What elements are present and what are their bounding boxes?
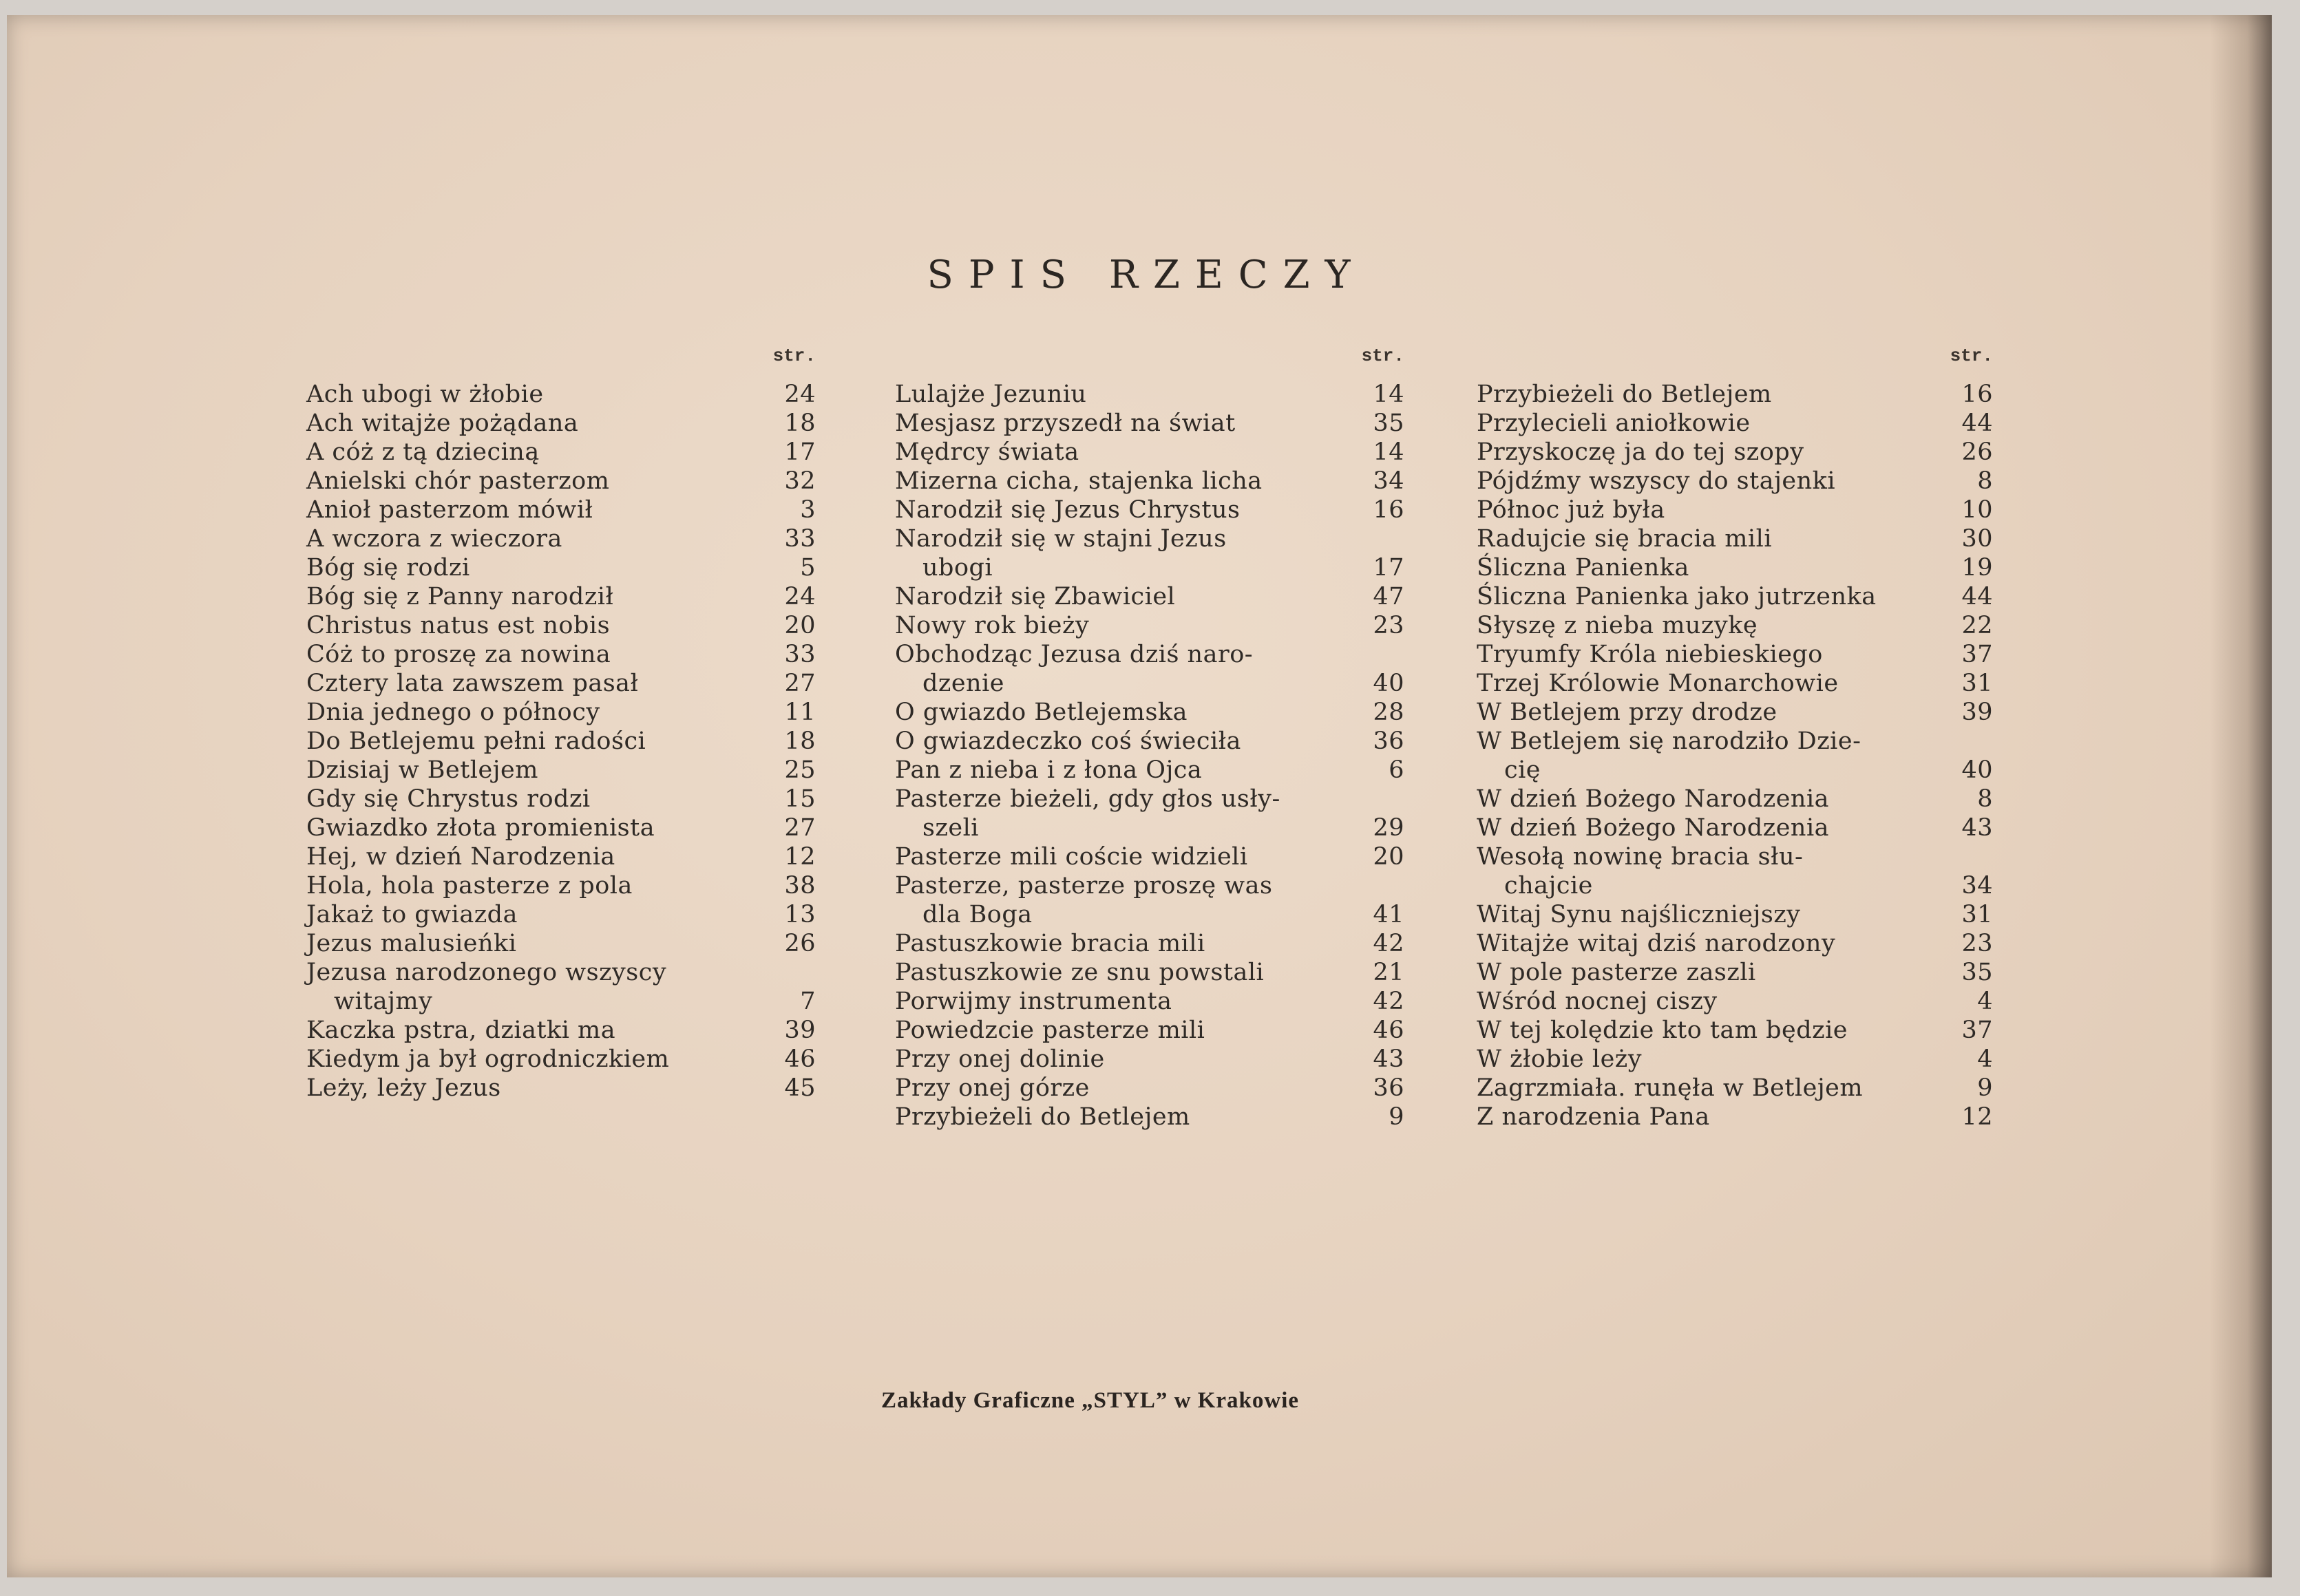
toc-entry [306,1016,816,1045]
entry-page-number: 44 [1961,583,1993,610]
entry-title-line: Przybieżeli do Betlejem [895,1103,1190,1131]
toc-entry [1477,524,1993,553]
entry-title-line: Narodził się Jezus Chrystus [895,496,1241,524]
book-spine [2210,15,2272,1577]
toc-entry [306,813,816,842]
entry-title-line: Anioł pasterzom mówił [306,496,593,524]
entry-title-line: Przylecieli aniołkowie [1477,409,1751,437]
entry-page-number: 31 [1961,670,1993,697]
entry-title [895,467,1342,496]
entry-page-number: 35 [1961,959,1993,986]
entry-page-number: 33 [784,525,816,553]
entry-page-number: 46 [784,1045,816,1073]
entry-title-line: Pasterze bieżeli, gdy głos usły- [895,785,1280,813]
entry-title [306,611,754,640]
entry-page-number: 26 [1961,438,1993,466]
entry-title-line: Ach witajże pożądana [306,409,579,437]
entry-page-number: 28 [1373,699,1404,726]
toc-entry [306,727,816,756]
entry-title [1477,727,1931,785]
toc-entry [306,380,816,409]
entry-title-line: Przybieżeli do Betlejem [1477,381,1772,408]
entry-title-line: Pasterze mili coście widzieli [895,843,1248,871]
entry-title-line: Cóż to proszę za nowina [306,641,611,668]
entry-page-number: 20 [1373,843,1404,871]
entry-title [306,900,754,929]
toc-entry [895,582,1404,611]
toc-entry [306,582,816,611]
entry-title [1477,785,1931,813]
entry-title [1477,409,1931,438]
entry-page-number: 27 [784,814,816,842]
toc-entry [895,1103,1404,1131]
entry-page-number: 12 [1961,1103,1993,1131]
entry-title-line: W pole pasterze zaszli [1477,959,1756,986]
entry-title [895,987,1342,1016]
entry-title-line: Przy onej górze [895,1074,1090,1102]
toc-entry [895,1074,1404,1103]
entry-title [895,524,1342,582]
toc-entry [1477,727,1993,785]
entry-page-number: 7 [800,988,816,1015]
entry-title [895,698,1342,727]
entry-title-line: Wśród nocnej ciszy [1477,988,1718,1015]
entry-title-line: Śliczna Panienka jako jutrzenka [1477,583,1877,610]
entry-title-line: W dzień Bożego Narodzenia [1477,785,1830,813]
entry-page-number: 37 [1961,1017,1993,1044]
entry-title-line: W Betlejem się narodziło Dzie- [1477,727,1861,755]
entry-title-line: A cóż z tą dzieciną [306,438,540,466]
entry-title-line: Mizerna cicha, stajenka licha [895,467,1263,495]
entry-page-number: 8 [1977,467,1993,495]
entry-title-line: Mesjasz przyszedł na świat [895,409,1236,437]
entry-page-number: 17 [784,438,816,466]
entry-title [895,611,1342,640]
entry-page-number: 24 [784,583,816,610]
toc-entry [1477,900,1993,929]
entry-page-number: 18 [784,727,816,755]
entry-title [895,842,1342,871]
toc-entry [1477,553,1993,582]
entry-title-line: Christus natus est nobis [306,612,611,639]
toc-entry [306,842,816,871]
entry-page-number: 23 [1961,930,1993,957]
entry-title [895,582,1342,611]
toc-entry [1477,813,1993,842]
entry-title [895,640,1342,698]
entry-title-line: Bóg się rodzi [306,554,470,582]
entry-title [895,756,1342,785]
entry-title [1477,842,1931,900]
entry-title-line: Słyszę z nieba muzykę [1477,612,1758,639]
entry-page-number: 9 [1389,1103,1404,1131]
entry-title-line: Powiedzcie pasterze mili [895,1017,1205,1044]
entry-title-line: Porwijmy instrumenta [895,988,1172,1015]
entry-title-line: Ach ubogi w żłobie [306,381,544,408]
toc-entry [895,958,1404,987]
entry-title-line: Tryumfy Króla niebieskiego [1477,641,1823,668]
toc-entries [1477,380,1993,1131]
entry-title-line: W tej kolędzie kto tam będzie [1477,1017,1848,1044]
toc-entry [1477,929,1993,958]
toc-entry [1477,380,1993,409]
toc-entry [895,524,1404,582]
entry-title [1477,553,1931,582]
entry-page-number: 36 [1373,1074,1404,1102]
toc-entry [306,640,816,669]
entry-title [895,409,1342,438]
toc-entry [306,871,816,900]
entry-title-continuation: ubogi [922,554,993,582]
toc-entry [1477,640,1993,669]
entry-title-line: W Betlejem przy drodze [1477,699,1777,726]
entry-title [306,727,754,756]
toc-entry [306,929,816,958]
entry-page-number: 5 [800,554,816,582]
entry-title [1477,438,1931,467]
toc-entry [895,785,1404,842]
entry-title [306,380,754,409]
entry-title-line: Nowy rok bieży [895,612,1090,639]
toc-entry [1477,785,1993,813]
printer-imprint: Zakłady Graficzne „STYL” w Krakowie [881,1388,1300,1413]
entry-title [306,496,754,524]
toc-entry [895,380,1404,409]
entry-title-line: Trzej Królowie Monarchowie [1477,670,1839,697]
entry-page-number: 15 [784,785,816,813]
entry-page-number: 43 [1373,1045,1404,1073]
toc-entry [306,756,816,785]
entry-title [895,1045,1342,1074]
entry-page-number: 17 [1373,554,1404,582]
entry-title-line: Przy onej dolinie [895,1045,1105,1073]
entry-title-line: Anielski chór pasterzom [306,467,610,495]
toc-entry [306,698,816,727]
toc-entry [1477,669,1993,698]
toc-entry [306,438,816,467]
entry-title [1477,929,1931,958]
entry-title-continuation: cię [1504,756,1541,784]
entry-title-line: Wesołą nowinę bracia słu- [1477,843,1804,871]
toc-entry [895,698,1404,727]
entry-page-number: 19 [1961,554,1993,582]
entry-title-continuation: szeli [922,814,980,842]
toc-entry [1477,467,1993,496]
entry-title-line: Witajże witaj dziś narodzony [1477,930,1836,957]
toc-entry [895,871,1404,929]
toc-entry [895,611,1404,640]
entry-title [306,756,754,785]
entry-title [895,785,1342,842]
entry-title [895,438,1342,467]
entry-title-line: Leży, leży Jezus [306,1074,501,1102]
entry-title-line: Gdy się Chrystus rodzi [306,785,591,813]
toc-entry [895,727,1404,756]
page-number-header: str. [1361,345,1404,366]
entry-title [1477,900,1931,929]
entry-title-continuation: chajcie [1504,872,1593,900]
entry-page-number: 41 [1373,901,1404,928]
entry-title-line: Dzisiaj w Betlejem [306,756,538,784]
entry-page-number: 16 [1961,381,1993,408]
entry-page-number: 10 [1961,496,1993,524]
page-title: SPIS RZECZY [927,253,1366,297]
entry-title [306,582,754,611]
toc-entry [1477,958,1993,987]
entry-title [1477,524,1931,553]
toc-entry [895,987,1404,1016]
page-number-header: str. [1950,345,1993,366]
entry-title [306,409,754,438]
entry-title [1477,1074,1931,1103]
toc-entry [306,467,816,496]
entry-title-line: O gwiazdeczko coś świeciła [895,727,1241,755]
entry-page-number: 36 [1373,727,1404,755]
entry-title-line: Zagrzmiała. runęła w Betlejem [1477,1074,1864,1102]
entry-page-number: 9 [1977,1074,1993,1102]
entry-title-line: Mędrcy świata [895,438,1079,466]
toc-entry [1477,1103,1993,1131]
entry-title-line: Kiedym ja był ogrodniczkiem [306,1045,670,1073]
entry-title [1477,380,1931,409]
entry-title [1477,611,1931,640]
entry-title [1477,813,1931,842]
toc-entry [895,842,1404,871]
entry-page-number: 31 [1961,901,1993,928]
entry-page-number: 13 [784,901,816,928]
entry-title [306,958,754,1016]
entry-title [306,1016,754,1045]
toc-entry [895,756,1404,785]
entry-title-line: Jezus malusieńki [306,930,517,957]
entry-title [306,929,754,958]
toc-entry [895,467,1404,496]
toc-entry [895,640,1404,698]
entry-title-line: Jakaż to gwiazda [306,901,518,928]
entry-page-number: 46 [1373,1017,1404,1044]
entry-title [1477,1045,1931,1074]
entry-title [306,640,754,669]
entry-page-number: 32 [784,467,816,495]
entry-title [306,467,754,496]
entry-page-number: 34 [1961,872,1993,900]
entry-title-continuation: dzenie [922,670,1005,697]
entry-title [1477,669,1931,698]
toc-entry [1477,1016,1993,1045]
entry-title-line: Kaczka pstra, dziatki ma [306,1017,616,1044]
entry-page-number: 35 [1373,409,1404,437]
entry-page-number: 12 [784,843,816,871]
entry-page-number: 26 [784,930,816,957]
toc-entry [1477,438,1993,467]
entry-page-number: 29 [1373,814,1404,842]
entry-title [895,496,1342,524]
entry-page-number: 14 [1373,438,1404,466]
entry-title [1477,958,1931,987]
entry-title-line: Obchodząc Jezusa dziś naro- [895,641,1254,668]
toc-entry [895,409,1404,438]
entry-page-number: 8 [1977,785,1993,813]
entry-page-number: 42 [1373,988,1404,1015]
entry-page-number: 23 [1373,612,1404,639]
entry-title-line: Narodził się w stajni Jezus [895,525,1227,553]
entry-title [306,669,754,698]
entry-page-number: 18 [784,409,816,437]
entry-title-line: Północ już była [1477,496,1665,524]
entry-title-line: Dnia jednego o północy [306,699,600,726]
entry-title [1477,698,1931,727]
entry-page-number: 16 [1373,496,1404,524]
toc-entry [306,958,816,1016]
toc-entry [895,1045,1404,1074]
entry-page-number: 47 [1373,583,1404,610]
toc-entry [1477,611,1993,640]
toc-entry [895,438,1404,467]
entry-title [895,958,1342,987]
toc-entry [306,409,816,438]
entry-title-line: Gwiazdko złota promienista [306,814,655,842]
entry-title [306,813,754,842]
entry-title-line: Przyskoczę ja do tej szopy [1477,438,1804,466]
entry-title-line: Witaj Synu najśliczniejszy [1477,901,1801,928]
entry-title [306,1045,754,1074]
entry-title [895,1103,1342,1131]
entry-page-number: 45 [784,1074,816,1102]
toc-entry [895,1016,1404,1045]
entry-title [306,698,754,727]
entry-title [1477,582,1931,611]
entry-title-line: W dzień Bożego Narodzenia [1477,814,1830,842]
toc-entries [306,380,816,1103]
entry-title-line: A wczora z wieczora [306,525,562,553]
entry-page-number: 37 [1961,641,1993,668]
entry-page-number: 22 [1961,612,1993,639]
toc-entry [1477,409,1993,438]
toc-entry [306,496,816,524]
entry-title-line: Radujcie się bracia mili [1477,525,1773,553]
entry-title-line: Do Betlejemu pełni radości [306,727,646,755]
entry-page-number: 30 [1961,525,1993,553]
entry-title [895,380,1342,409]
toc-entry [306,785,816,813]
entry-title [1477,1016,1931,1045]
toc-entry [306,669,816,698]
toc-entry [1477,987,1993,1016]
entry-page-number: 3 [800,496,816,524]
entry-title [895,871,1342,929]
entry-title-line: Narodził się Zbawiciel [895,583,1176,610]
entry-title [1477,1103,1931,1131]
page-number-header: str. [772,345,816,366]
toc-entry [306,1074,816,1103]
book-page [7,15,2272,1577]
entry-title [306,1074,754,1103]
entry-title-line: Bóg się z Panny narodził [306,583,614,610]
toc-entry [306,553,816,582]
entry-page-number: 4 [1977,988,1993,1015]
toc-entry [895,496,1404,524]
entry-page-number: 44 [1961,409,1993,437]
entry-title [1477,987,1931,1016]
entry-title [306,842,754,871]
toc-entry [306,1045,816,1074]
entry-title [1477,496,1931,524]
entry-page-number: 33 [784,641,816,668]
entry-title [306,553,754,582]
entry-title-line: O gwiazdo Betlejemska [895,699,1188,726]
entry-title [306,438,754,467]
entry-page-number: 39 [1961,699,1993,726]
toc-entry [1477,496,1993,524]
entry-page-number: 42 [1373,930,1404,957]
entry-page-number: 34 [1373,467,1404,495]
entry-title-line: Pan z nieba i z łona Ojca [895,756,1203,784]
entry-title-line: Hej, w dzień Narodzenia [306,843,615,871]
entry-title [1477,640,1931,669]
entry-page-number: 40 [1373,670,1404,697]
toc-entry [895,929,1404,958]
entry-title-line: Hola, hola pasterze z pola [306,872,633,900]
entry-title-continuation: dla Boga [922,901,1033,928]
entry-page-number: 43 [1961,814,1993,842]
entry-title-continuation: witajmy [334,988,433,1015]
entry-title [306,524,754,553]
toc-entry [1477,1045,1993,1074]
toc-entry [306,900,816,929]
entry-title [306,785,754,813]
entry-title [895,1074,1342,1103]
entry-page-number: 25 [784,756,816,784]
entry-page-number: 20 [784,612,816,639]
toc-entry [1477,1074,1993,1103]
entry-page-number: 38 [784,872,816,900]
entry-title-line: Pastuszkowie bracia mili [895,930,1205,957]
entry-title [895,1016,1342,1045]
entry-title [306,871,754,900]
entry-title-line: Z narodzenia Pana [1477,1103,1710,1131]
entry-page-number: 40 [1961,756,1993,784]
entry-title [895,727,1342,756]
toc-entry [1477,842,1993,900]
entry-title-line: Lulajże Jezuniu [895,381,1087,408]
entry-title [1477,467,1931,496]
entry-page-number: 24 [784,381,816,408]
entry-page-number: 39 [784,1017,816,1044]
entry-title-line: Pastuszkowie ze snu powstali [895,959,1265,986]
entry-title-line: Śliczna Panienka [1477,554,1689,582]
entry-page-number: 14 [1373,381,1404,408]
entry-title-line: Cztery lata zawszem pasał [306,670,639,697]
toc-entry [1477,698,1993,727]
toc-entries [895,380,1404,1131]
entry-title [895,929,1342,958]
entry-page-number: 27 [784,670,816,697]
entry-title-line: Pasterze, pasterze proszę was [895,872,1273,900]
entry-title-line: W żłobie leży [1477,1045,1643,1073]
entry-title-line: Jezusa narodzonego wszyscy [306,959,667,986]
entry-page-number: 6 [1389,756,1404,784]
entry-title-line: Pójdźmy wszyscy do stajenki [1477,467,1836,495]
entry-page-number: 11 [784,699,816,726]
toc-entry [306,611,816,640]
entry-page-number: 4 [1977,1045,1993,1073]
toc-entry [306,524,816,553]
toc-entry [1477,582,1993,611]
entry-page-number: 21 [1373,959,1404,986]
